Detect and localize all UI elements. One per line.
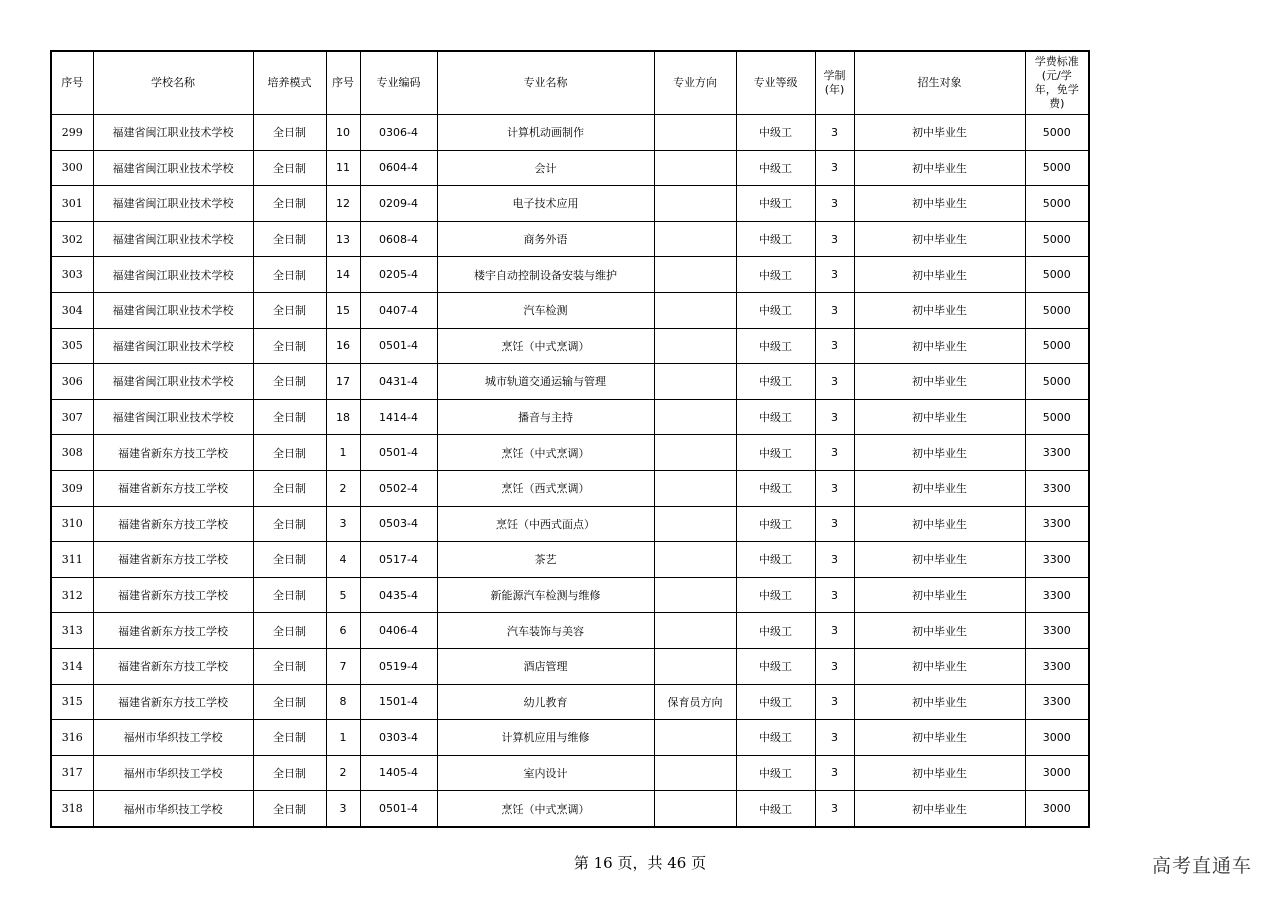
header-row <box>51 51 1089 115</box>
col-target-cell: 初中毕业生 <box>854 613 1025 649</box>
col-tuition-cell: 3300 <box>1025 577 1089 613</box>
col-duration-cell: 3 <box>815 399 854 435</box>
col-seq-cell: 15 <box>326 292 360 328</box>
col-target-cell: 初中毕业生 <box>854 292 1025 328</box>
col-school-name-cell: 福建省闽江职业技术学校 <box>93 186 253 222</box>
col-seq-cell: 14 <box>326 257 360 293</box>
col-tuition-cell: 3000 <box>1025 791 1089 827</box>
col-level-cell: 中级工 <box>736 684 815 720</box>
col-major-name-header: 专业名称 <box>437 51 654 115</box>
col-mode-cell: 全日制 <box>253 328 326 364</box>
col-school-name-cell: 福州市华织技工学校 <box>93 755 253 791</box>
col-mode-cell: 全日制 <box>253 542 326 578</box>
col-major-name-cell: 烹饪（中式烹调） <box>437 791 654 827</box>
col-seq-cell: 16 <box>326 328 360 364</box>
col-index-cell: 313 <box>51 613 93 649</box>
col-duration-cell: 3 <box>815 613 854 649</box>
col-school-name-cell: 福建省闽江职业技术学校 <box>93 364 253 400</box>
col-tuition-cell: 5000 <box>1025 399 1089 435</box>
col-major-code-cell: 0205-4 <box>360 257 437 293</box>
col-mode-cell: 全日制 <box>253 684 326 720</box>
table-row <box>51 115 1089 151</box>
col-direction-cell <box>654 150 736 186</box>
col-seq-cell: 7 <box>326 648 360 684</box>
col-index-cell: 300 <box>51 150 93 186</box>
col-direction-cell <box>654 648 736 684</box>
col-direction-cell <box>654 399 736 435</box>
col-level-cell: 中级工 <box>736 506 815 542</box>
col-tuition-cell: 3000 <box>1025 755 1089 791</box>
page-number: 第 16 页，共 46 页 <box>573 854 707 872</box>
col-level-cell: 中级工 <box>736 435 815 471</box>
col-target-cell: 初中毕业生 <box>854 115 1025 151</box>
col-major-code-cell: 0406-4 <box>360 613 437 649</box>
col-index-cell: 314 <box>51 648 93 684</box>
col-target-cell: 初中毕业生 <box>854 150 1025 186</box>
col-index-cell: 317 <box>51 755 93 791</box>
col-school-name-cell: 福建省闽江职业技术学校 <box>93 292 253 328</box>
table-row <box>51 186 1089 222</box>
col-level-cell: 中级工 <box>736 150 815 186</box>
col-mode-cell: 全日制 <box>253 150 326 186</box>
col-direction-cell <box>654 577 736 613</box>
col-direction-cell <box>654 470 736 506</box>
table-row <box>51 257 1089 293</box>
col-target-cell: 初中毕业生 <box>854 684 1025 720</box>
col-tuition-cell: 3300 <box>1025 435 1089 471</box>
col-major-name-cell: 茶艺 <box>437 542 654 578</box>
col-level-cell: 中级工 <box>736 115 815 151</box>
col-level-cell: 中级工 <box>736 292 815 328</box>
col-major-name-cell: 商务外语 <box>437 221 654 257</box>
col-major-name-cell: 汽车装饰与美容 <box>437 613 654 649</box>
col-direction-cell <box>654 292 736 328</box>
col-tuition-cell: 3300 <box>1025 684 1089 720</box>
col-mode-cell: 全日制 <box>253 257 326 293</box>
col-mode-cell: 全日制 <box>253 470 326 506</box>
col-target-cell: 初中毕业生 <box>854 257 1025 293</box>
col-duration-cell: 3 <box>815 648 854 684</box>
col-target-cell: 初中毕业生 <box>854 186 1025 222</box>
col-school-name-cell: 福州市华织技工学校 <box>93 720 253 756</box>
col-target-cell: 初中毕业生 <box>854 648 1025 684</box>
col-direction-cell <box>654 328 736 364</box>
col-direction-cell <box>654 720 736 756</box>
col-target-cell: 初中毕业生 <box>854 720 1025 756</box>
col-major-name-cell: 室内设计 <box>437 755 654 791</box>
table-row <box>51 470 1089 506</box>
col-tuition-cell: 3300 <box>1025 470 1089 506</box>
col-tuition-cell: 5000 <box>1025 364 1089 400</box>
col-target-cell: 初中毕业生 <box>854 221 1025 257</box>
col-major-name-cell: 烹饪（西式烹调） <box>437 470 654 506</box>
col-duration-header: 学制 (年) <box>815 51 854 115</box>
col-school-name-cell: 福建省闽江职业技术学校 <box>93 257 253 293</box>
col-major-name-cell: 烹饪（中式烹调） <box>437 435 654 471</box>
col-target-cell: 初中毕业生 <box>854 755 1025 791</box>
col-school-name-cell: 福建省新东方技工学校 <box>93 470 253 506</box>
col-major-code-cell: 0209-4 <box>360 186 437 222</box>
col-major-code-cell: 0502-4 <box>360 470 437 506</box>
col-level-cell: 中级工 <box>736 648 815 684</box>
col-major-name-cell: 会计 <box>437 150 654 186</box>
col-target-cell: 初中毕业生 <box>854 470 1025 506</box>
table-row <box>51 399 1089 435</box>
table-row <box>51 292 1089 328</box>
col-seq-cell: 10 <box>326 115 360 151</box>
col-major-code-cell: 0306-4 <box>360 115 437 151</box>
col-direction-cell <box>654 435 736 471</box>
col-direction-cell <box>654 542 736 578</box>
col-target-header: 招生对象 <box>854 51 1025 115</box>
col-duration-cell: 3 <box>815 115 854 151</box>
col-target-cell: 初中毕业生 <box>854 577 1025 613</box>
table-row <box>51 221 1089 257</box>
col-duration-cell: 3 <box>815 684 854 720</box>
table-row <box>51 755 1089 791</box>
col-level-cell: 中级工 <box>736 613 815 649</box>
col-major-code-cell: 0431-4 <box>360 364 437 400</box>
col-direction-cell <box>654 506 736 542</box>
col-direction-cell <box>654 221 736 257</box>
col-duration-cell: 3 <box>815 435 854 471</box>
col-school-name-cell: 福建省闽江职业技术学校 <box>93 150 253 186</box>
col-index-header: 序号 <box>51 51 93 115</box>
col-index-cell: 318 <box>51 791 93 827</box>
col-level-cell: 中级工 <box>736 791 815 827</box>
col-duration-cell: 3 <box>815 470 854 506</box>
col-mode-cell: 全日制 <box>253 435 326 471</box>
watermark: 高考直通车 <box>1151 855 1252 877</box>
col-school-name-cell: 福建省新东方技工学校 <box>93 542 253 578</box>
col-seq-cell: 2 <box>326 755 360 791</box>
col-school-name-cell: 福建省新东方技工学校 <box>93 684 253 720</box>
col-school-name-cell: 福州市华织技工学校 <box>93 791 253 827</box>
col-tuition-cell: 3300 <box>1025 613 1089 649</box>
col-mode-cell: 全日制 <box>253 577 326 613</box>
col-level-cell: 中级工 <box>736 328 815 364</box>
col-mode-cell: 全日制 <box>253 186 326 222</box>
table-row <box>51 648 1089 684</box>
col-major-name-cell: 烹饪（中式烹调） <box>437 328 654 364</box>
col-seq-cell: 5 <box>326 577 360 613</box>
col-seq-cell: 17 <box>326 364 360 400</box>
col-major-name-cell: 烹饪（中西式面点） <box>437 506 654 542</box>
col-index-cell: 303 <box>51 257 93 293</box>
col-index-cell: 306 <box>51 364 93 400</box>
col-index-cell: 309 <box>51 470 93 506</box>
col-duration-cell: 3 <box>815 720 854 756</box>
col-major-code-cell: 1414-4 <box>360 399 437 435</box>
col-target-cell: 初中毕业生 <box>854 399 1025 435</box>
col-index-cell: 301 <box>51 186 93 222</box>
col-index-cell: 307 <box>51 399 93 435</box>
col-index-cell: 316 <box>51 720 93 756</box>
col-level-cell: 中级工 <box>736 221 815 257</box>
col-duration-cell: 3 <box>815 150 854 186</box>
col-seq-cell: 3 <box>326 791 360 827</box>
col-mode-header: 培养模式 <box>253 51 326 115</box>
col-tuition-cell: 3300 <box>1025 542 1089 578</box>
col-school-name-cell: 福建省新东方技工学校 <box>93 648 253 684</box>
col-tuition-cell: 3000 <box>1025 720 1089 756</box>
col-major-name-cell: 酒店管理 <box>437 648 654 684</box>
col-mode-cell: 全日制 <box>253 506 326 542</box>
col-seq-cell: 18 <box>326 399 360 435</box>
col-level-cell: 中级工 <box>736 399 815 435</box>
col-major-name-cell: 电子技术应用 <box>437 186 654 222</box>
col-major-code-cell: 0501-4 <box>360 328 437 364</box>
col-duration-cell: 3 <box>815 755 854 791</box>
col-school-name-cell: 福建省闽江职业技术学校 <box>93 221 253 257</box>
col-school-name-cell: 福建省闽江职业技术学校 <box>93 328 253 364</box>
col-index-cell: 299 <box>51 115 93 151</box>
col-mode-cell: 全日制 <box>253 115 326 151</box>
col-level-cell: 中级工 <box>736 364 815 400</box>
col-tuition-cell: 5000 <box>1025 221 1089 257</box>
col-seq-cell: 4 <box>326 542 360 578</box>
col-level-cell: 中级工 <box>736 470 815 506</box>
col-duration-cell: 3 <box>815 186 854 222</box>
col-level-header: 专业等级 <box>736 51 815 115</box>
table-row <box>51 328 1089 364</box>
col-school-name-cell: 福建省新东方技工学校 <box>93 435 253 471</box>
col-mode-cell: 全日制 <box>253 755 326 791</box>
col-major-code-cell: 0303-4 <box>360 720 437 756</box>
col-tuition-cell: 3300 <box>1025 648 1089 684</box>
col-tuition-cell: 5000 <box>1025 186 1089 222</box>
col-seq-header: 序号 <box>326 51 360 115</box>
col-seq-cell: 12 <box>326 186 360 222</box>
col-seq-cell: 11 <box>326 150 360 186</box>
table-row <box>51 720 1089 756</box>
col-duration-cell: 3 <box>815 257 854 293</box>
col-direction-cell <box>654 364 736 400</box>
col-seq-cell: 3 <box>326 506 360 542</box>
col-index-cell: 308 <box>51 435 93 471</box>
col-school-name-cell: 福建省新东方技工学校 <box>93 506 253 542</box>
col-major-code-cell: 0608-4 <box>360 221 437 257</box>
col-tuition-cell: 5000 <box>1025 150 1089 186</box>
col-tuition-cell: 3300 <box>1025 506 1089 542</box>
col-duration-cell: 3 <box>815 506 854 542</box>
col-level-cell: 中级工 <box>736 257 815 293</box>
col-mode-cell: 全日制 <box>253 648 326 684</box>
col-school-name-cell: 福建省新东方技工学校 <box>93 613 253 649</box>
col-level-cell: 中级工 <box>736 186 815 222</box>
table-row <box>51 791 1089 827</box>
col-school-name-cell: 福建省新东方技工学校 <box>93 577 253 613</box>
col-seq-cell: 8 <box>326 684 360 720</box>
table-row <box>51 364 1089 400</box>
col-major-code-cell: 0407-4 <box>360 292 437 328</box>
col-seq-cell: 1 <box>326 435 360 471</box>
col-target-cell: 初中毕业生 <box>854 328 1025 364</box>
table-row <box>51 506 1089 542</box>
col-index-cell: 315 <box>51 684 93 720</box>
col-seq-cell: 6 <box>326 613 360 649</box>
admissions-table <box>50 50 1090 828</box>
col-duration-cell: 3 <box>815 577 854 613</box>
col-seq-cell: 2 <box>326 470 360 506</box>
col-major-code-cell: 0435-4 <box>360 577 437 613</box>
col-level-cell: 中级工 <box>736 755 815 791</box>
col-mode-cell: 全日制 <box>253 791 326 827</box>
col-major-name-cell: 汽车检测 <box>437 292 654 328</box>
col-major-code-cell: 1405-4 <box>360 755 437 791</box>
col-index-cell: 305 <box>51 328 93 364</box>
col-direction-cell <box>654 755 736 791</box>
col-major-code-cell: 0503-4 <box>360 506 437 542</box>
col-school-name-cell: 福建省闽江职业技术学校 <box>93 115 253 151</box>
table-row <box>51 542 1089 578</box>
col-duration-cell: 3 <box>815 328 854 364</box>
col-tuition-cell: 5000 <box>1025 292 1089 328</box>
col-index-cell: 311 <box>51 542 93 578</box>
table-row <box>51 684 1089 720</box>
col-direction-cell <box>654 186 736 222</box>
col-tuition-cell: 5000 <box>1025 328 1089 364</box>
col-mode-cell: 全日制 <box>253 720 326 756</box>
col-target-cell: 初中毕业生 <box>854 435 1025 471</box>
col-school-name-cell: 福建省闽江职业技术学校 <box>93 399 253 435</box>
col-direction-header: 专业方向 <box>654 51 736 115</box>
col-duration-cell: 3 <box>815 542 854 578</box>
col-major-code-cell: 0604-4 <box>360 150 437 186</box>
col-duration-cell: 3 <box>815 221 854 257</box>
table-row <box>51 435 1089 471</box>
col-duration-cell: 3 <box>815 292 854 328</box>
col-mode-cell: 全日制 <box>253 399 326 435</box>
table-body <box>51 115 1089 827</box>
col-duration-cell: 3 <box>815 364 854 400</box>
table-row <box>51 613 1089 649</box>
col-direction-cell <box>654 791 736 827</box>
col-mode-cell: 全日制 <box>253 364 326 400</box>
table-row <box>51 150 1089 186</box>
col-target-cell: 初中毕业生 <box>854 506 1025 542</box>
col-direction-cell: 保育员方向 <box>654 684 736 720</box>
col-tuition-cell: 5000 <box>1025 115 1089 151</box>
col-mode-cell: 全日制 <box>253 613 326 649</box>
col-major-code-header: 专业编码 <box>360 51 437 115</box>
col-seq-cell: 13 <box>326 221 360 257</box>
col-target-cell: 初中毕业生 <box>854 791 1025 827</box>
col-direction-cell <box>654 613 736 649</box>
col-major-name-cell: 城市轨道交通运输与管理 <box>437 364 654 400</box>
col-tuition-cell: 5000 <box>1025 257 1089 293</box>
col-index-cell: 304 <box>51 292 93 328</box>
col-level-cell: 中级工 <box>736 720 815 756</box>
col-level-cell: 中级工 <box>736 542 815 578</box>
col-major-name-cell: 楼宇自动控制设备安装与维护 <box>437 257 654 293</box>
col-mode-cell: 全日制 <box>253 292 326 328</box>
col-mode-cell: 全日制 <box>253 221 326 257</box>
col-seq-cell: 1 <box>326 720 360 756</box>
col-duration-cell: 3 <box>815 791 854 827</box>
col-target-cell: 初中毕业生 <box>854 364 1025 400</box>
col-direction-cell <box>654 115 736 151</box>
col-major-code-cell: 0501-4 <box>360 435 437 471</box>
col-level-cell: 中级工 <box>736 577 815 613</box>
col-major-name-cell: 计算机应用与维修 <box>437 720 654 756</box>
col-major-code-cell: 0501-4 <box>360 791 437 827</box>
col-target-cell: 初中毕业生 <box>854 542 1025 578</box>
col-major-name-cell: 播音与主持 <box>437 399 654 435</box>
col-major-code-cell: 0517-4 <box>360 542 437 578</box>
col-major-name-cell: 幼儿教育 <box>437 684 654 720</box>
col-index-cell: 312 <box>51 577 93 613</box>
col-major-name-cell: 新能源汽车检测与维修 <box>437 577 654 613</box>
col-index-cell: 302 <box>51 221 93 257</box>
col-tuition-header: 学费标准 (元/学 年，免学 费) <box>1025 51 1089 115</box>
col-direction-cell <box>654 257 736 293</box>
col-major-code-cell: 0519-4 <box>360 648 437 684</box>
col-major-code-cell: 1501-4 <box>360 684 437 720</box>
table-row <box>51 577 1089 613</box>
col-school-name-header: 学校名称 <box>93 51 253 115</box>
col-major-name-cell: 计算机动画制作 <box>437 115 654 151</box>
col-index-cell: 310 <box>51 506 93 542</box>
